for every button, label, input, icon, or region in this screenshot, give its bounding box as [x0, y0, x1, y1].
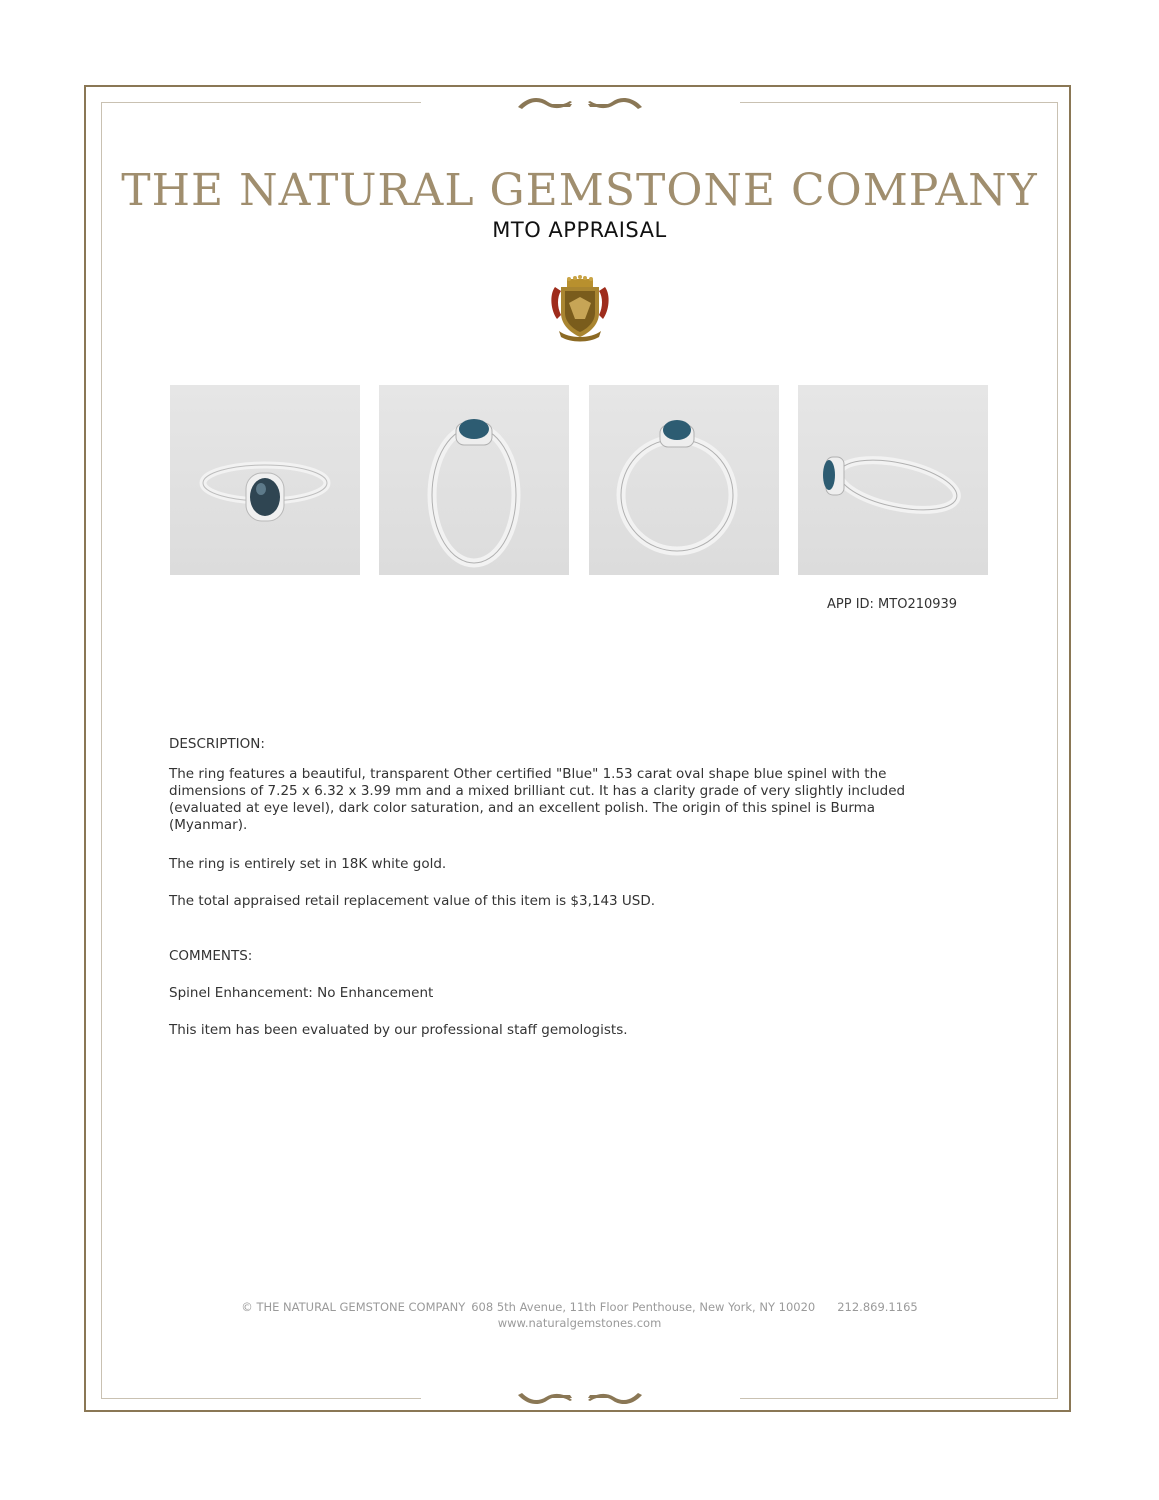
flourish-ornament-bottom-icon: [510, 1388, 650, 1410]
inner-frame-line-bottom-right: [740, 1398, 1058, 1399]
appraised-value-statement: The total appraised retail replacement value of this item is $3,143 USD.: [169, 893, 656, 909]
ring-photo-icon: [589, 385, 779, 575]
ring-photo-gallery: [170, 385, 990, 575]
inner-frame-line-top-right: [740, 102, 1058, 103]
flourish-ornament-top-icon: [510, 92, 650, 114]
inner-frame-line-right: [1057, 102, 1058, 1399]
footer-phone: 212.869.1165: [837, 1300, 918, 1314]
inner-frame-line-left: [101, 102, 102, 1399]
footer-contact-line: [0, 1300, 1159, 1314]
document-type-subtitle: MTO APPRAISAL: [492, 218, 667, 242]
ring-photo-icon: [798, 385, 988, 575]
comments-heading: COMMENTS:: [169, 948, 253, 964]
footer-address: 608 5th Avenue, 11th Floor Penthouse, New York, NY 10020: [471, 1300, 816, 1314]
inner-frame-line-top-left: [101, 102, 421, 103]
crest-logo-icon: [545, 275, 615, 347]
description-heading: DESCRIPTION:: [169, 736, 265, 752]
company-name-title: THE NATURAL GEMSTONE COMPANY: [121, 165, 1038, 216]
ring-photo-icon: [379, 385, 569, 575]
footer-website-link[interactable]: www.naturalgemstones.com: [497, 1316, 662, 1330]
enhancement-statement: Spinel Enhancement: No Enhancement: [169, 985, 434, 1001]
footer-copyright: © THE NATURAL GEMSTONE COMPANY: [241, 1300, 466, 1314]
setting-statement: The ring is entirely set in 18K white gold.: [169, 856, 447, 872]
evaluation-statement: This item has been evaluated by our professional staff gemologists.: [169, 1022, 628, 1038]
ring-photo-icon: [170, 385, 360, 575]
description-body: The ring features a beautiful, transparent Other certified "Blue" 1.53 carat oval shape blue spinel with the dimensions of 7.25 x 6.32 x 3.99 mm and a mixed brilliant cut. It has a clarity grade of very slightly included (evaluated at eye level), dark color saturation, and an excellent polish. The origin of this spinel is Burma (Myanmar).: [169, 766, 906, 833]
appraisal-id: APP ID: MTO210939: [827, 597, 958, 612]
inner-frame-line-bottom-left: [101, 1398, 421, 1399]
